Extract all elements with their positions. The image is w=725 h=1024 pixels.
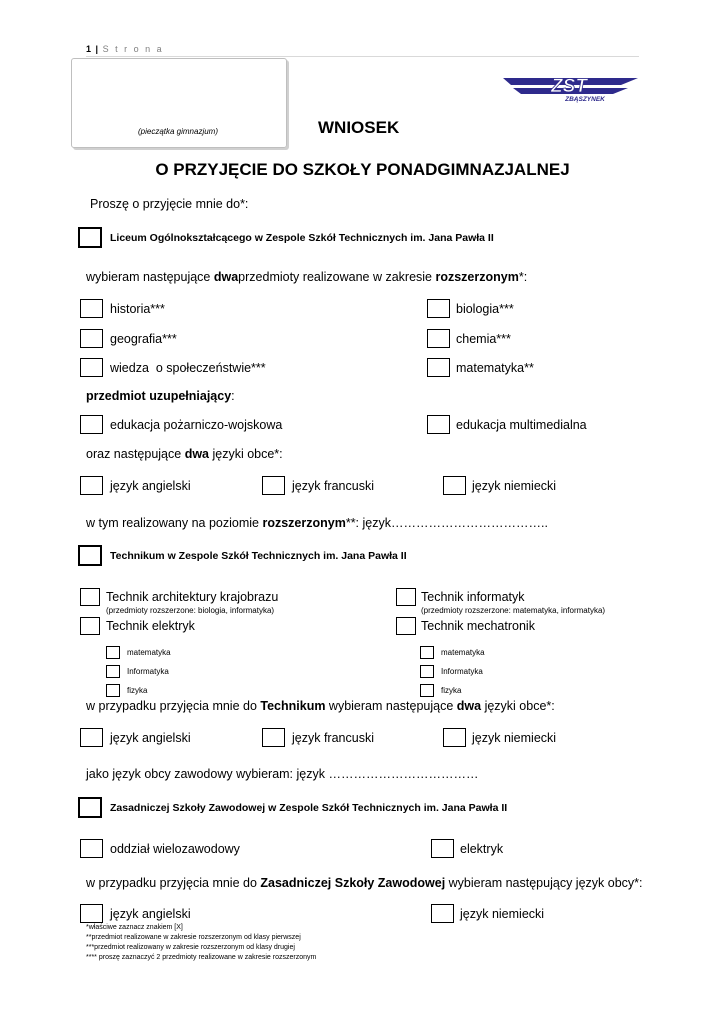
- tech-lang-de: język niemiecki: [472, 731, 557, 745]
- intro-text: Proszę o przyjęcie mnie do*:: [90, 197, 249, 211]
- technikum-checkbox[interactable]: [78, 545, 102, 566]
- mechatronik-informatyka: Informatyka: [441, 667, 483, 676]
- prof-architektura: Technik architektury krajobrazu: [106, 590, 279, 604]
- tech-lang-fr-checkbox[interactable]: [262, 728, 285, 747]
- tech-lang-en: język angielski: [110, 731, 191, 745]
- elektryk-matematyka: matematyka: [127, 648, 171, 657]
- document-subtitle: O PRZYJĘCIE DO SZKOŁY PONADGIMNAZJALNEJ: [155, 160, 570, 179]
- zawodowa-checkbox[interactable]: [78, 797, 102, 818]
- liceum-lang-de-checkbox[interactable]: [443, 476, 466, 495]
- elektryk-fizyka-checkbox[interactable]: [106, 684, 120, 697]
- supp-multimedia-checkbox[interactable]: [427, 415, 450, 434]
- prof-informatyk-note: (przedmioty rozszerzone: matematyka, informatyka): [421, 606, 606, 615]
- mechatronik-fizyka-checkbox[interactable]: [420, 684, 434, 697]
- zsz-lang-de: język niemiecki: [460, 907, 545, 921]
- footnote-4: **** proszę zaznaczyć 2 przedmioty realizowane w zakresie rozszerzonym: [86, 954, 317, 961]
- subject-wos: wiedza o społeczeństwie***: [110, 361, 266, 375]
- vocational-language-text: jako język obcy zawodowy wybieram: język ………………………………: [86, 767, 479, 781]
- logo-town: ZBĄSZYNEK: [565, 96, 605, 103]
- prof-architektura-checkbox[interactable]: [80, 588, 100, 606]
- zawodowa-language-text: w przypadku przyjęcia mnie do Zasadniczej Szkoły Zawodowej wybieram następujący język obcy*:: [86, 876, 643, 890]
- subject-biologia: biologia***: [456, 302, 514, 316]
- subject-geografia: geografia***: [110, 332, 177, 346]
- liceum-heading: Liceum Ogólnokształcącego w Zespole Szkół Technicznych im. Jana Pawła II: [110, 232, 494, 244]
- supp-edb: edukacja pożarniczo-wojskowa: [110, 418, 283, 432]
- subject-chemia: chemia***: [456, 332, 511, 346]
- liceum-lang-fr: język francuski: [292, 479, 374, 493]
- footnote-3: ***przedmiot realizowany w zakresie rozszerzonym od klasy drugiej: [86, 944, 295, 951]
- stamp-label: (pieczątka gimnazjum): [137, 127, 219, 136]
- page-number: 1: [86, 44, 92, 54]
- zsz-lang-en-checkbox[interactable]: [80, 904, 103, 923]
- logo-letters: ZST: [551, 76, 587, 97]
- page-header: [86, 44, 164, 54]
- tech-lang-de-checkbox[interactable]: [443, 728, 466, 747]
- liceum-lang-en: język angielski: [110, 479, 191, 493]
- subject-historia-checkbox[interactable]: [80, 299, 103, 318]
- prof-architektura-note: (przedmioty rozszerzone: biologia, informatyka): [106, 606, 275, 615]
- liceum-languages-text: oraz następujące dwa języki obce*:: [86, 447, 283, 461]
- header-rule: [86, 56, 639, 57]
- extended-language-text: w tym realizowany na poziomie rozszerzonym**: język………………………………..: [86, 516, 548, 530]
- school-logo: [503, 75, 638, 103]
- liceum-lang-fr-checkbox[interactable]: [262, 476, 285, 495]
- subject-geografia-checkbox[interactable]: [80, 329, 103, 348]
- liceum-lang-en-checkbox[interactable]: [80, 476, 103, 495]
- footnote-2: **przedmiot realizowane w zakresie rozszerzonym od klasy pierwszej: [86, 934, 301, 941]
- supp-multimedia: edukacja multimedialna: [456, 418, 587, 432]
- mechatronik-fizyka: fizyka: [441, 686, 462, 695]
- mechatronik-matematyka-checkbox[interactable]: [420, 646, 434, 659]
- tech-lang-fr: język francuski: [292, 731, 374, 745]
- zsz-elektryk-checkbox[interactable]: [431, 839, 454, 858]
- elektryk-informatyka-checkbox[interactable]: [106, 665, 120, 678]
- prof-mechatronik-checkbox[interactable]: [396, 617, 416, 635]
- wielozawodowy: oddział wielozawodowy: [110, 842, 240, 856]
- liceum-lang-de: język niemiecki: [472, 479, 557, 493]
- page-word: S t r o n a: [102, 44, 164, 54]
- prof-elektryk: Technik elektryk: [106, 619, 195, 633]
- technikum-languages-text: w przypadku przyjęcia mnie do Technikum wybieram następujące dwa języki obce*:: [86, 699, 555, 713]
- tech-lang-en-checkbox[interactable]: [80, 728, 103, 747]
- liceum-choose-text: wybieram następujące dwaprzedmioty realizowane w zakresie rozszerzonym*:: [86, 270, 528, 284]
- zawodowa-heading: Zasadniczej Szkoły Zawodowej w Zespole Szkół Technicznych im. Jana Pawła II: [110, 802, 508, 814]
- supp-edb-checkbox[interactable]: [80, 415, 103, 434]
- prof-mechatronik: Technik mechatronik: [421, 619, 535, 633]
- zsz-lang-en: język angielski: [110, 907, 191, 921]
- prof-elektryk-checkbox[interactable]: [80, 617, 100, 635]
- subject-wos-checkbox[interactable]: [80, 358, 103, 377]
- zsz-lang-de-checkbox[interactable]: [431, 904, 454, 923]
- elektryk-informatyka: Informatyka: [127, 667, 169, 676]
- subject-biologia-checkbox[interactable]: [427, 299, 450, 318]
- page-separator: |: [95, 44, 99, 54]
- document-title: WNIOSEK: [318, 118, 400, 137]
- prof-informatyk-checkbox[interactable]: [396, 588, 416, 606]
- zsz-elektryk: elektryk: [460, 842, 504, 856]
- technikum-heading: Technikum w Zespole Szkół Technicznych im. Jana Pawła II: [110, 550, 407, 562]
- subject-chemia-checkbox[interactable]: [427, 329, 450, 348]
- liceum-checkbox[interactable]: [78, 227, 102, 248]
- supplementary-label: przedmiot uzupełniający:: [86, 389, 235, 403]
- footnote-1: *właściwe zaznacz znakiem [X]: [86, 924, 183, 931]
- wielozawodowy-checkbox[interactable]: [80, 839, 103, 858]
- subject-historia: historia***: [110, 302, 165, 316]
- prof-informatyk: Technik informatyk: [421, 590, 525, 604]
- elektryk-matematyka-checkbox[interactable]: [106, 646, 120, 659]
- subject-matematyka-checkbox[interactable]: [427, 358, 450, 377]
- mechatronik-informatyka-checkbox[interactable]: [420, 665, 434, 678]
- subject-matematyka: matematyka**: [456, 361, 534, 375]
- mechatronik-matematyka: matematyka: [441, 648, 485, 657]
- elektryk-fizyka: fizyka: [127, 686, 148, 695]
